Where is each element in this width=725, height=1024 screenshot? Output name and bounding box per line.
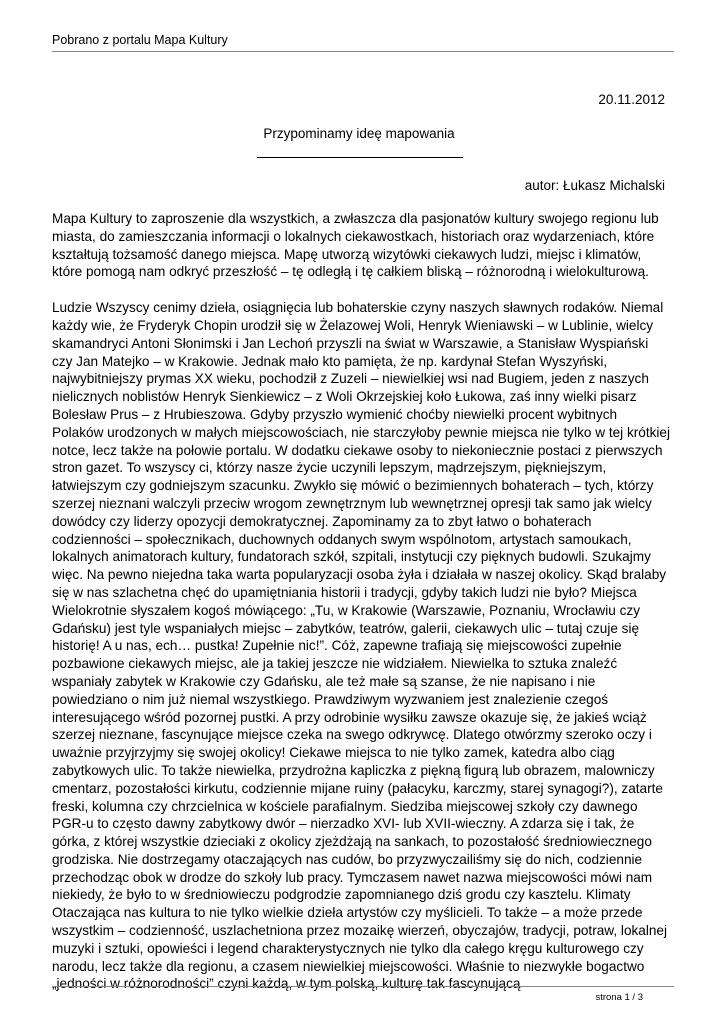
body-paragraph: Ludzie Wszyscy cenimy dzieła, osiągnięcia lub bohaterskie czyny naszych sławnych rodaków. Niemal każdy wie, że Fryderyk Chopin urodził się w Żelazowej Woli, Henryk Wieniawski – w Lublinie, wielcy skamandryci Antoni Słonimski i Jan Lechoń przyszli na świat w Warszawie, a Stanisław Wyspiański czy Jan Matejko – w Krakowie. Jednak mało kto pamięta, że np. kardynał Stefan Wyszyński, najwybitniejszy prymas XX wieku, pochodził z Zuzeli – niewielkiej wsi nad Bugiem, jeden z naszych nielicznych noblistów Henryk Sienkiewicz – z Woli Okrzejskiej koło Łukowa, zaś inny wielki pisarz Bolesław Prus – z Hrubieszowa. Gdyby przyszło wymienić choćby niewielki procent wybitnych Polaków urodzonych w małych miejscowościach, nie starczyłoby pewnie miejsca nie tylko w tej krótkiej notce, lecz także na połowie portalu. W dodatku ciekawe osoby to niekoniecznie postaci z pierwszych stron gazet. To wszyscy ci, którzy nasze życie uczynili lepszym, mądrzejszym, piękniejszym, łatwiejszym czy godniejszym szacunku. Zwykło się mówić o bezimiennych bohaterach – tych, którzy szerzej nieznani walczyli przeciw wrogom zewnętrznym lub wewnętrznej opresji tak samo jak wielcy dowódcy czy liderzy opozycji demokratycznej. Zapominamy za to zbyt łatwo o bohaterach codzienności – społecznikach, duchownych oddanych swym wspólnotom, artystach samoukach, lokalnych animatorach kultury, fundatorach szkół, szpitali, instytucji czy pięknych budowli. Szukajmy więc. Na pewno niejedna taka warta popularyzacji osoba żyła i działała w naszej okolicy. Skąd bralaby się w nas szlachetna chęć do upamiętniania historii i tradycji, gdyby takich ludzi nie było? Miejsca Wielokrotnie słyszałem kogoś mówiącego: „Tu, w Krakowie (Warszawie, Poznaniu, Wrocławiu czy Gdańsku) jest tyle wspaniałych miejsc – zabytków, teatrów, galerii, ciekawych ulic – tutaj czuje się historię! A u nas, ech… pustka! Zupełnie nic!”. Cóż, zapewne trafiają się miejscowości zupełnie pozbawione ciekawych miejsc, ale ja takiej jeszcze nie widziałem. Niewielka to sztuka znaleźć wspaniały zabytek w Krakowie czy Gdańsku, ale też małe są szanse, że nie napisano i nie powiedziano o nim już niemal wszystkiego. Prawdziwym wyzwaniem jest znalezienie czegoś interesującego wśród pozornej pustki. A przy odrobinie wysiłku zawsze okazuje się, że jakieś wciąż szerzej nieznane, fascynujące miejsce czeka na swego odkrywcę. Dlatego otwórzmy szeroko oczy i uważnie przyjrzyjmy się swojej okolicy! Ciekawe miejsca to nie tylko zamek, katedra albo ciąg zabytkowych ulic. To także niewielka, przydrożna kapliczka z piękną figurą lub obrazem, malowniczy cmentarz, pozostałości kirkutu, codziennie mijane ruiny (pałacyku, karczmy, starej synagogi?), zatarte freski, kolumna czy chrzcielnica w kościele parafialnym. Siedziba miejscowej szkoły czy dawnego PGR-u to często dawny zabytkowy dwór – nierzadko XVI- lub XVII-wieczny. A zdarza się i tak, że górka, z której wszystkie dzieciaki z okolicy zjeżdżają na sankach, to pozostałość średniowiecznego grodziska. Nie dostrzegamy otaczających nas cudów, bo przyzwyczailiśmy się do nich, codziennie przechodząc obok w drodze do szkoły lub pracy. Tymczasem nawet nazwa miejscowości mówi nam niekiedy, że było to w średniowieczu podgrodzie zapomnianego dziś grodu czy kasztelu. Klimaty Otaczająca nas kultura to nie tylko wielkie dzieła artystów czy myślicieli. To także – a może przede wszystkim – codzienność, uszlachetniona przez mozaikę wierzeń, obyczajów, tradycji, potraw, lokalnej muzyki i sztuki, opowieści i legend charakterystycznych nie tylko dla całego kręgu kulturowego czy narodu, lecz także dla regionu, a czasem niewielkiej miejscowości. Właśnie to niezwykłe bogactwo „jedności w różnorodności” czyni każdą, w tym polską, kulturę tak fascynującą bbox=[52, 300, 671, 992]
article-content bbox=[52, 210, 672, 1011]
footer-divider bbox=[52, 986, 674, 987]
page-number: strona 1 / 3 bbox=[595, 992, 643, 1003]
article-author: autor: Łukasz Michalski bbox=[524, 178, 665, 193]
header-divider bbox=[52, 51, 674, 52]
portal-header-text: Pobrano z portalu Mapa Kultury bbox=[52, 33, 228, 47]
intro-paragraph: Mapa Kultury to zaproszenie dla wszystkich, a zwłaszcza dla pasjonatów kultury swojego regionu lub miasta, do zamieszczania informacji o lokalnych ciekawostkach, historiach oraz wydarzeniach, które kształtują tożsamość danego miejsca. Mapę utworzą wizytówki ciekawych ludzi, miejsc i klimatów, które pomogą nam odkryć przeszłość – tę odległą i tę całkiem bliską – różnorodną i wielokulturową. bbox=[52, 211, 659, 280]
article-title: Przypominamy ideę mapowania bbox=[263, 126, 455, 141]
title-underline bbox=[257, 157, 463, 158]
article-date: 20.11.2012 bbox=[598, 92, 665, 107]
